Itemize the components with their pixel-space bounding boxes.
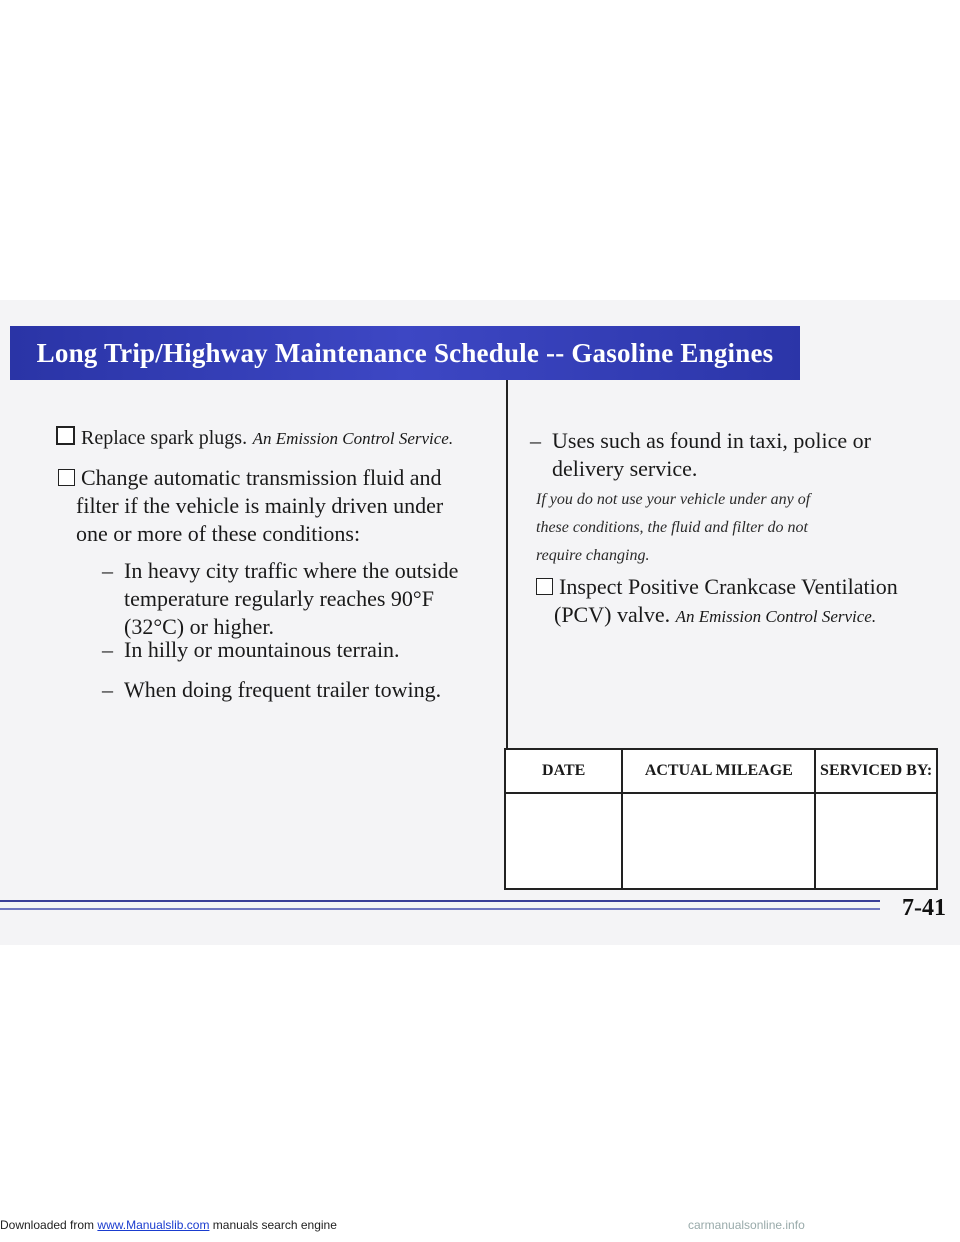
column-header-actual-mileage: ACTUAL MILEAGE xyxy=(622,749,815,793)
page-title-banner: Long Trip/Highway Maintenance Schedule -- Gasoline Engines xyxy=(10,326,800,380)
page-number: 7-41 xyxy=(902,895,946,921)
fluid-change-note: If you do not use your vehicle under any of these conditions, the fluid and filter do not require changing. xyxy=(536,491,811,564)
condition-taxi-police-delivery: – Uses such as found in taxi, police or delivery service. xyxy=(530,428,871,481)
condition-hilly-terrain: – In hilly or mountainous terrain. xyxy=(102,637,400,662)
maintenance-log-table xyxy=(504,748,938,890)
footer-rule-bottom xyxy=(0,908,880,910)
serviced-by-cell[interactable] xyxy=(815,793,937,889)
service-note: An Emission Control Service. xyxy=(252,429,454,448)
dash-bullet: – xyxy=(530,428,541,453)
date-cell[interactable] xyxy=(505,793,622,889)
footer-rule-top xyxy=(0,900,880,902)
column-header-date: DATE xyxy=(505,749,622,793)
download-footer: Downloaded from www.Manualslib.com manuals search engine carmanualsonline.info xyxy=(0,1218,805,1232)
dash-bullet: – xyxy=(102,677,113,702)
mileage-cell[interactable] xyxy=(622,793,815,889)
checkbox-icon[interactable] xyxy=(58,469,75,486)
service-note: An Emission Control Service. xyxy=(675,607,877,626)
condition-heavy-traffic: – In heavy city traffic where the outside temperature regularly reaches 90°F (32°C) or higher. xyxy=(102,558,459,639)
item-inspect-pcv-valve: Inspect Positive Crankcase Ventilation (PCV) valve. An Emission Control Service. xyxy=(536,573,946,631)
table-row xyxy=(505,793,937,889)
table-header-row xyxy=(505,749,937,793)
item-change-transmission-fluid: Change automatic transmission fluid and filter if the vehicle is mainly driven under one or more of these conditions: xyxy=(58,464,498,548)
checkbox-icon[interactable] xyxy=(56,426,75,445)
item-replace-spark-plugs: Replace spark plugs. An Emission Control Service. xyxy=(56,423,506,453)
checkbox-icon[interactable] xyxy=(536,578,553,595)
watermark: carmanualsonline.info xyxy=(688,1218,805,1232)
condition-trailer-towing: – When doing frequent trailer towing. xyxy=(102,677,442,702)
dash-bullet: – xyxy=(102,558,113,583)
manualslib-link[interactable]: www.Manualslib.com xyxy=(97,1218,210,1232)
dash-bullet: – xyxy=(102,637,113,662)
column-header-serviced-by: SERVICED BY: xyxy=(815,749,937,793)
